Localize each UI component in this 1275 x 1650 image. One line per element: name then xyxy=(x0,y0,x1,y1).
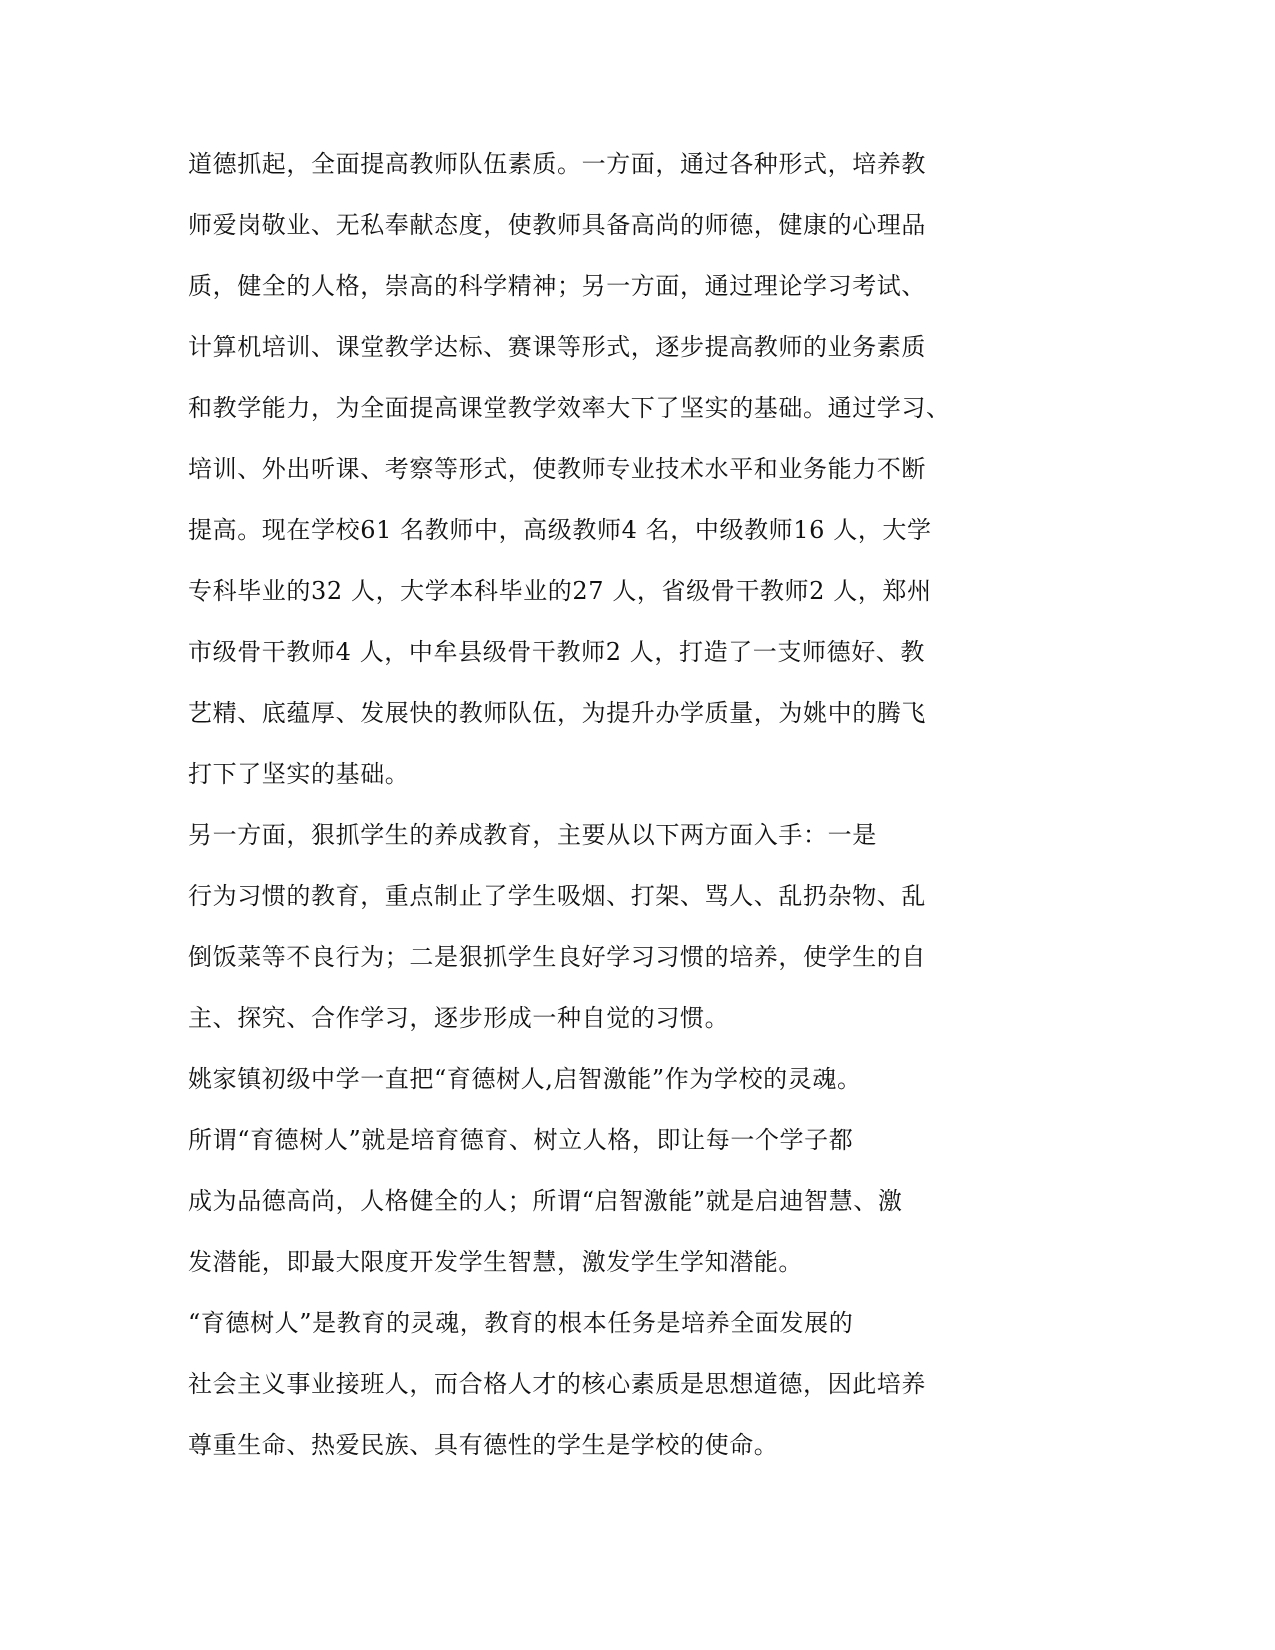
text-line: 艺精、底蕴厚、发展快的教师队伍，为提升办学质量，为姚中的腾飞 xyxy=(188,699,926,727)
text-line: 专科毕业的32 人，大学本科毕业的27 人，省级骨干教师2 人，郑州 xyxy=(188,577,932,605)
text-line: 打下了坚实的基础。 xyxy=(188,760,410,788)
text-line: 师爱岗敬业、无私奉献态度，使教师具备高尚的师德，健康的心理品 xyxy=(188,211,926,239)
text-line: 倒饭菜等不良行为；二是狠抓学生良好学习习惯的培养，使学生的自 xyxy=(188,943,926,971)
text-line: 另一方面，狠抓学生的养成教育，主要从以下两方面入手：一是 xyxy=(188,821,877,849)
text-line: 和教学能力，为全面提高课堂教学效率大下了坚实的基础。通过学习、 xyxy=(188,394,951,422)
text-line: 提高。现在学校61 名教师中，高级教师4 名，中级教师16 人，大学 xyxy=(188,516,932,544)
text-line: 成为品德高尚，人格健全的人；所谓“启智激能”就是启迪智慧、激 xyxy=(188,1187,903,1215)
text-line: 所谓“育德树人”就是培育德育、树立人格，即让每一个学子都 xyxy=(188,1126,854,1154)
text-line: 培训、外出听课、考察等形式，使教师专业技术水平和业务能力不断 xyxy=(188,455,926,483)
text-line: 市级骨干教师4 人，中牟县级骨干教师2 人，打造了一支师德好、教 xyxy=(188,638,925,666)
text-line: 尊重生命、热爱民族、具有德性的学生是学校的使命。 xyxy=(188,1431,779,1459)
text-line: 质，健全的人格，崇高的科学精神；另一方面，通过理论学习考试、 xyxy=(188,272,926,300)
text-line: 主、探究、合作学习，逐步形成一种自觉的习惯。 xyxy=(188,1004,730,1032)
document-body xyxy=(188,144,968,1486)
text-line: “育德树人”是教育的灵魂，教育的根本任务是培养全面发展的 xyxy=(188,1309,854,1337)
text-line: 姚家镇初级中学一直把“育德树人,启智激能”作为学校的灵魂。 xyxy=(188,1065,862,1093)
text-line: 道德抓起，全面提高教师队伍素质。一方面，通过各种形式，培养教 xyxy=(188,150,926,178)
text-line: 行为习惯的教育，重点制止了学生吸烟、打架、骂人、乱扔杂物、乱 xyxy=(188,882,926,910)
text-line: 发潜能，即最大限度开发学生智慧，激发学生学知潜能。 xyxy=(188,1248,803,1276)
text-line: 社会主义事业接班人，而合格人才的核心素质是思想道德，因此培养 xyxy=(188,1370,926,1398)
text-line: 计算机培训、课堂教学达标、赛课等形式，逐步提高教师的业务素质 xyxy=(188,333,926,361)
